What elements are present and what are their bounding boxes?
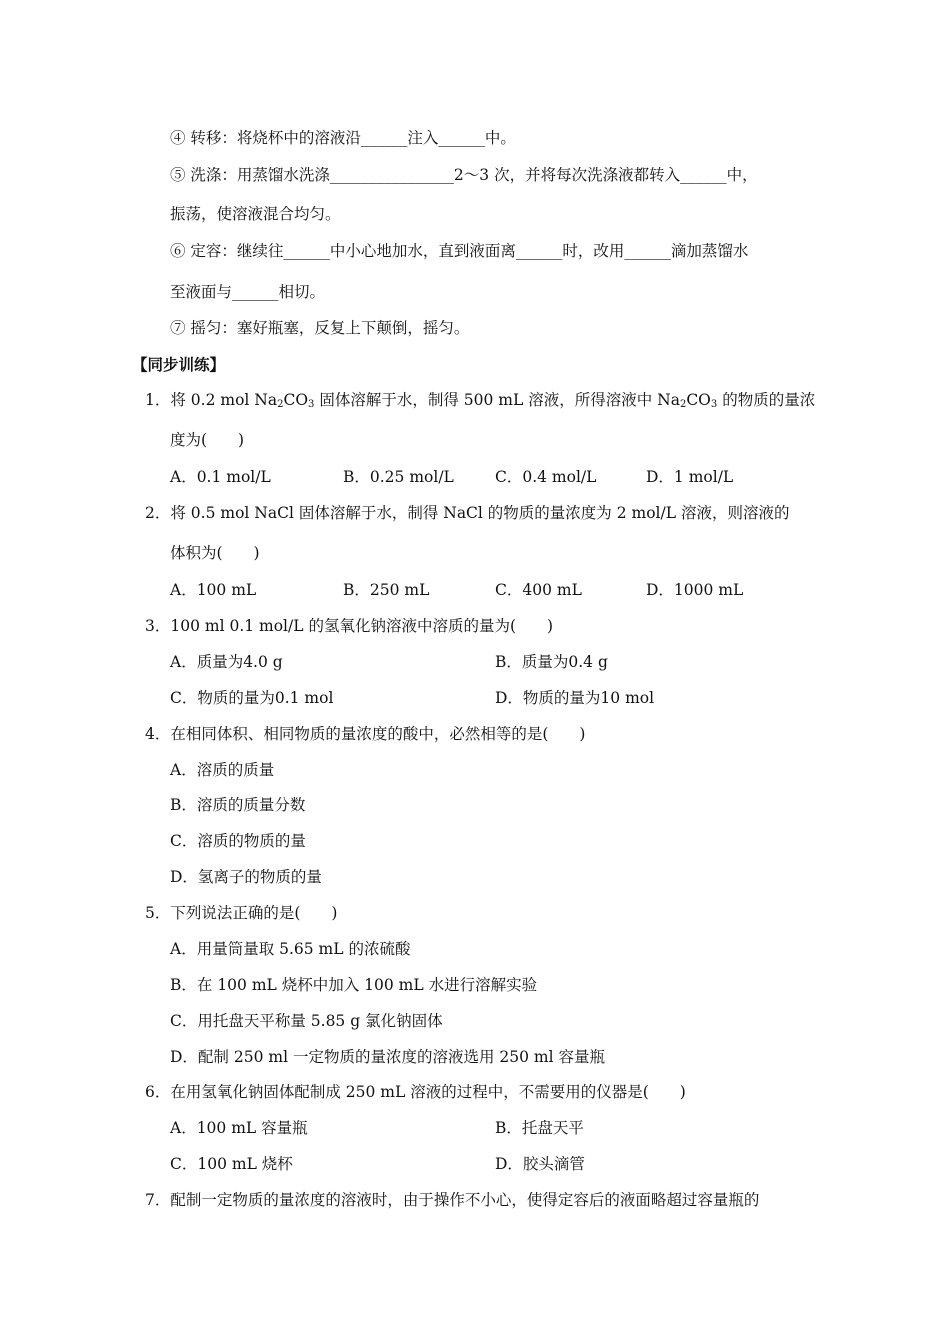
q3-option-c: C．物质的量为0.1 mol: [170, 689, 334, 707]
step-shake: ⑦ 摇匀：塞好瓶塞，反复上下颠倒，摇匀。: [170, 319, 470, 337]
q6-option-c: C．100 mL 烧杯: [170, 1155, 293, 1173]
q4-option-c: C．溶质的物质的量: [170, 832, 306, 850]
q6-option-b: B．托盘天平: [495, 1119, 584, 1137]
step-wash: ⑤ 洗涤：用蒸馏水洗涤________________2～3 次，并将每次洗涤液都转入______中，: [170, 166, 758, 184]
q4-stem: 4．在相同体积、相同物质的量浓度的酸中，必然相等的是( ): [145, 725, 586, 743]
step-wash-cont: 振荡，使溶液混合均匀。: [170, 205, 341, 223]
q1-option-c: C．0.4 mol/L: [495, 468, 597, 486]
q4-option-d: D．氢离子的物质的量: [170, 868, 322, 886]
q4-option-b: B．溶质的质量分数: [170, 796, 306, 814]
q2-option-d: D．1000 mL: [646, 581, 744, 599]
q5-stem: 5．下列说法正确的是( ): [145, 904, 338, 922]
section-title: 【同步训练】: [132, 356, 226, 374]
q5-option-c: C．用托盘天平称量 5.85 g 氯化钠固体: [170, 1012, 443, 1030]
q5-option-b: B．在 100 mL 烧杯中加入 100 mL 水进行溶解实验: [170, 976, 538, 994]
q1-stem-cont: 度为( ): [170, 431, 245, 449]
q7-stem: 7．配制一定物质的量浓度的溶液时，由于操作不小心，使得定容后的液面略超过容量瓶的: [145, 1191, 760, 1209]
q1-option-b: B．0.25 mol/L: [343, 468, 454, 486]
q2-stem-cont: 体积为( ): [170, 544, 260, 562]
step-fill-cont: 至液面与______相切。: [170, 283, 326, 301]
q1-option-d: D．1 mol/L: [646, 468, 734, 486]
step-transfer: ④ 转移：将烧杯中的溶液沿______注入______中。: [170, 129, 516, 147]
q6-stem: 6．在用氢氧化钠固体配制成 250 mL 溶液的过程中，不需要用的仪器是( ): [145, 1083, 686, 1101]
q3-stem: 3．100 ml 0.1 mol/L 的氢氧化钠溶液中溶质的量为( ): [145, 617, 554, 635]
q1-option-a: A．0.1 mol/L: [170, 468, 271, 486]
q3-option-a: A．质量为4.0 g: [170, 653, 283, 671]
q5-option-a: A．用量筒量取 5.65 mL 的浓硫酸: [170, 940, 411, 958]
q6-option-a: A．100 mL 容量瓶: [170, 1119, 308, 1137]
q5-option-d: D．配制 250 ml 一定物质的量浓度的溶液选用 250 ml 容量瓶: [170, 1048, 605, 1066]
q1-stem: 1．将 0.2 mol $Na_2CO_3$ 固体溶解于水，制得 500 mL 溶液，所得溶液中 $Na_2CO_3$ 的物质的量浓: [145, 391, 816, 410]
q3-option-b: B．质量为0.4 g: [495, 653, 608, 671]
q4-option-a: A．溶质的质量: [170, 761, 275, 779]
q2-option-a: A．100 mL: [170, 581, 257, 599]
q2-option-b: B．250 mL: [343, 581, 430, 599]
q2-stem: 2．将 0.5 mol NaCl 固体溶解于水，制得 NaCl 的物质的量浓度为 2 mol/L 溶液，则溶液的: [145, 504, 790, 522]
step-fill: ⑥ 定容：继续往______中小心地加水，直到液面离______时，改用______滴加蒸馏水: [170, 242, 749, 260]
q6-option-d: D．胶头滴管: [495, 1155, 585, 1173]
q2-option-c: C．400 mL: [495, 581, 582, 599]
q3-option-d: D．物质的量为10 mol: [495, 689, 655, 707]
